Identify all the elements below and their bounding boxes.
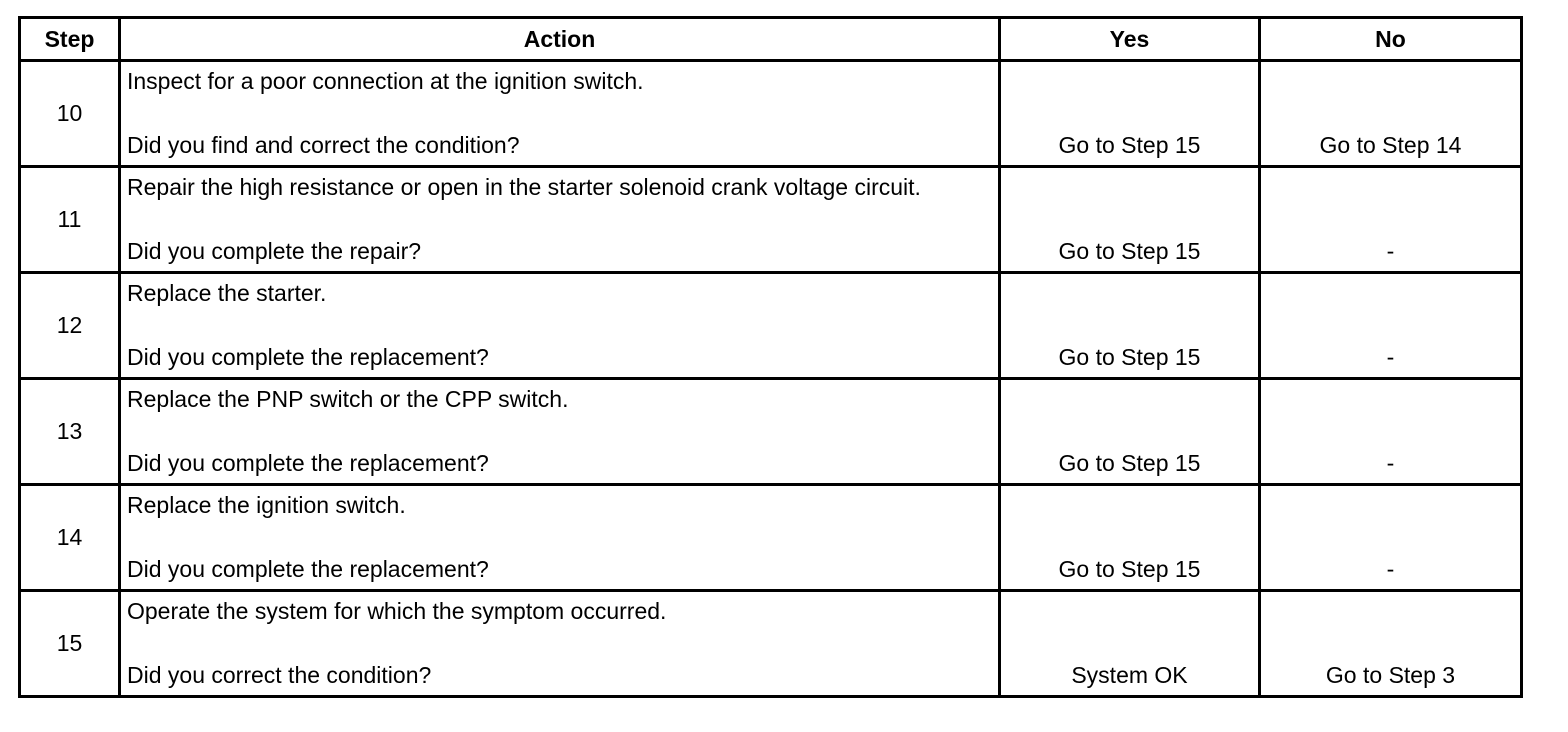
action-instruction: Replace the starter. [127,280,327,306]
action-question: Did you complete the replacement? [127,344,489,370]
action-instruction: Replace the ignition switch. [127,492,406,518]
action-question: Did you correct the condition? [127,662,432,688]
yes-result: System OK [1071,662,1188,688]
action-question: Did you complete the repair? [127,238,422,264]
table-body [20,61,1522,697]
step-number: 13 [20,379,120,485]
no-result: - [1386,556,1395,582]
action-cell [120,61,1000,167]
action-question: Did you complete the replacement? [127,450,489,476]
yes-result: Go to Step 15 [1058,132,1201,158]
action-cell [120,273,1000,379]
yes-cell [1000,167,1260,273]
action-instruction: Operate the system for which the symptom occurred. [127,598,667,624]
yes-cell [1000,379,1260,485]
no-cell [1260,61,1522,167]
table-row [20,485,1522,591]
action-instruction: Repair the high resistance or open in the starter solenoid crank voltage circuit. [127,174,921,200]
no-result: Go to Step 14 [1319,132,1462,158]
yes-cell [1000,591,1260,697]
yes-result: Go to Step 15 [1058,344,1201,370]
yes-result: Go to Step 15 [1058,450,1201,476]
action-instruction: Inspect for a poor connection at the ignition switch. [127,68,644,94]
table-row [20,591,1522,697]
column-header-action: Action [120,18,1000,61]
no-cell [1260,167,1522,273]
step-number: 11 [20,167,120,273]
action-cell [120,379,1000,485]
yes-cell [1000,61,1260,167]
step-number: 12 [20,273,120,379]
table-row [20,379,1522,485]
action-question: Did you find and correct the condition? [127,132,520,158]
yes-cell [1000,273,1260,379]
header-row [20,18,1522,61]
action-cell [120,485,1000,591]
column-header-yes: Yes [1000,18,1260,61]
no-cell [1260,485,1522,591]
no-result: - [1386,450,1395,476]
diagnostic-table [18,16,1523,698]
table-row [20,167,1522,273]
step-number: 15 [20,591,120,697]
step-number: 14 [20,485,120,591]
no-cell [1260,379,1522,485]
no-result: Go to Step 3 [1325,662,1456,688]
yes-cell [1000,485,1260,591]
table-row [20,61,1522,167]
column-header-no: No [1260,18,1522,61]
yes-result: Go to Step 15 [1058,556,1201,582]
table-row [20,273,1522,379]
no-cell [1260,273,1522,379]
action-instruction: Replace the PNP switch or the CPP switch. [127,386,569,412]
no-result: - [1386,238,1395,264]
no-result: - [1386,344,1395,370]
table-header [20,18,1522,61]
action-question: Did you complete the replacement? [127,556,489,582]
step-number: 10 [20,61,120,167]
yes-result: Go to Step 15 [1058,238,1201,264]
no-cell [1260,591,1522,697]
column-header-step: Step [20,18,120,61]
action-cell [120,167,1000,273]
action-cell [120,591,1000,697]
